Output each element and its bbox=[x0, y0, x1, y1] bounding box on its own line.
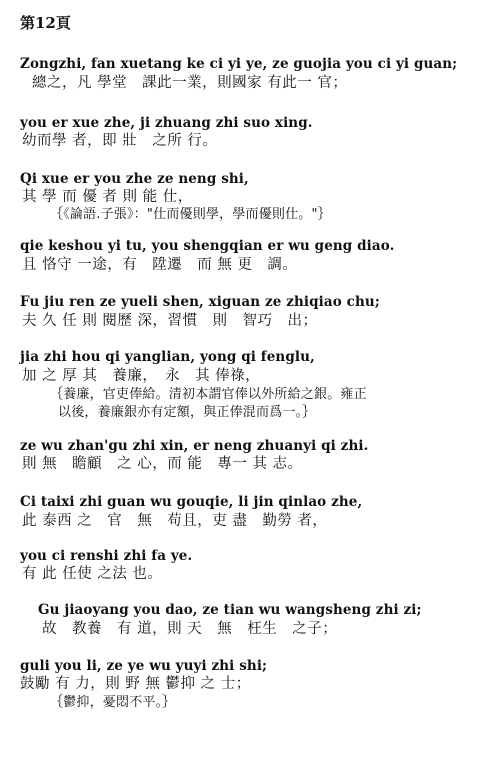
chinese-line: 故 教養 有 道，則 天 無 枉生 之子； bbox=[42, 621, 338, 637]
pinyin-line: Fu jiu ren ze yueli shen, xiguan ze zhiqiao chu; bbox=[20, 294, 380, 310]
pinyin-line: jia zhi hou qi yanglian, yong qi fenglu, bbox=[20, 349, 315, 365]
pinyin-line: you er xue zhe, ji zhuang zhi suo xing. bbox=[20, 115, 313, 131]
pinyin-line: ze wu zhan'gu zhi xin, er neng zhuanyi qi zhi. bbox=[20, 438, 369, 454]
chinese-line: 夫 久 任 則 閱歷 深，習慣 則 智巧 出； bbox=[22, 313, 318, 329]
pinyin-line: guli you li, ze ye wu yuyi zhi shi; bbox=[20, 658, 268, 674]
chinese-line: 則 無 瞻顧 之 心，而 能 專一 其 志。 bbox=[22, 456, 303, 472]
chinese-line: 幼而學 者，即 壯 之所 行。 bbox=[22, 133, 218, 149]
annotation-note: ｛《論語.子張》："仕而優則學，學而優則仕。"｝ bbox=[50, 207, 331, 222]
chinese-line: 此 泰西 之 官 無 苟且，吏 盡 勤勞 者， bbox=[22, 513, 328, 529]
pinyin-line: Qi xue er you zhe ze neng shi, bbox=[20, 171, 249, 187]
pinyin-line: qie keshou yi tu, you shengqian er wu geng diao. bbox=[20, 238, 395, 254]
chinese-line: 且 恪守 一途，有 陞遷 而 無 更 調。 bbox=[22, 257, 298, 273]
chinese-line: 加 之 厚 其 養廉， 永 其 俸祿， bbox=[22, 368, 261, 384]
chinese-line: 其 學 而 優 者 則 能 仕， bbox=[22, 189, 193, 205]
page-number-label: 第12頁 bbox=[20, 14, 71, 32]
annotation-note: ｛鬱抑，憂悶不平。｝ bbox=[50, 695, 176, 710]
annotation-note: 以後，養廉銀亦有定額，與正俸混而爲一。｝ bbox=[58, 405, 316, 420]
pinyin-line: you ci renshi zhi fa ye. bbox=[20, 548, 193, 564]
pinyin-line: Gu jiaoyang you dao, ze tian wu wangsheng zhi zi; bbox=[38, 602, 422, 618]
chinese-line: 鼓勵 有 力，則 野 無 鬱抑 之 士； bbox=[20, 676, 251, 692]
chinese-line: 有 此 任使 之法 也。 bbox=[22, 566, 163, 582]
chinese-line: 總之，凡 學堂 課此一業，則國家 有此一 官； bbox=[32, 75, 348, 91]
pinyin-line: Ci taixi zhi guan wu gouqie, li jin qinlao zhe, bbox=[20, 494, 363, 510]
pinyin-line: Zongzhi, fan xuetang ke ci yi ye, ze guojia you ci yi guan; bbox=[20, 56, 458, 72]
annotation-note: ｛養廉，官吏俸給。清初本謂官俸以外所給之銀。雍正 bbox=[50, 387, 367, 402]
